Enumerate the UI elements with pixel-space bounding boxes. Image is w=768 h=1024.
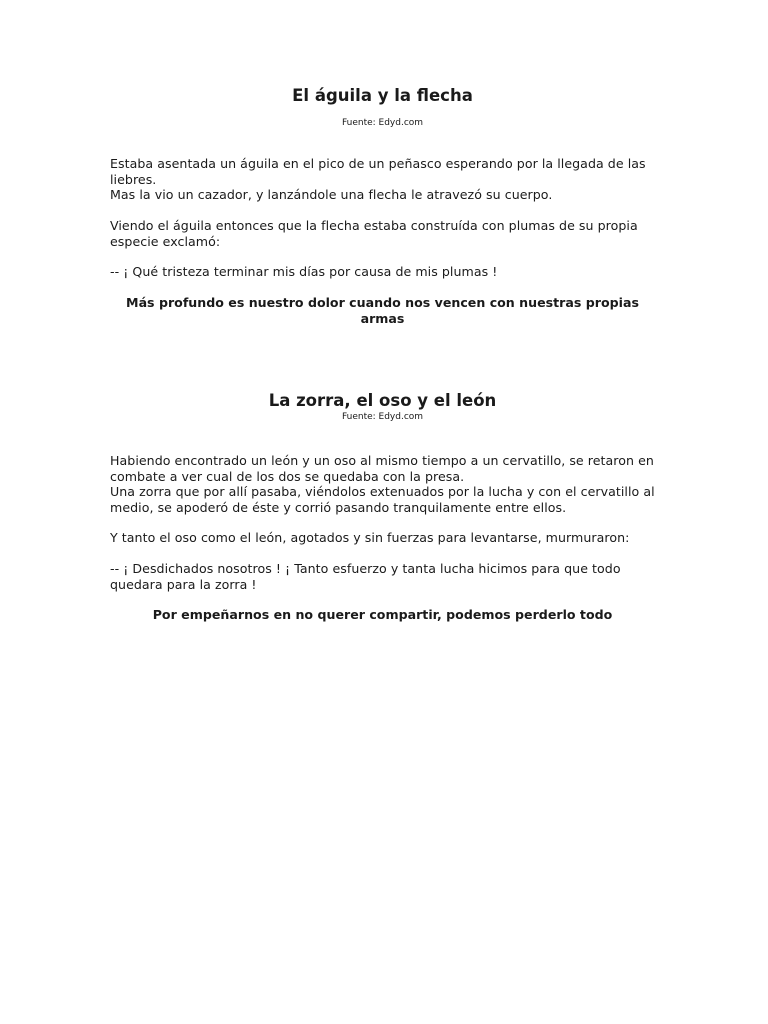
story-title: El águila y la flecha	[292, 86, 473, 105]
story-source: Fuente: Edyd.com	[341, 412, 424, 422]
story-moral: Por empeñarnos en no querer compartir, podemos perderlo todo	[152, 607, 613, 622]
story-paragraph: Habiendo encontrado un león y un oso al mismo tiempo a un cervatillo, se retaron en combate a ver cual de los dos se quedaba con la presa.	[110, 453, 654, 484]
story-paragraph: -- ¡ Desdichados nosotros ! ¡ Tanto esfuerzo y tanta lucha hicimos para que todo quedara para la zorra !	[110, 561, 621, 592]
story-source: Fuente: Edyd.com	[341, 118, 424, 128]
story-paragraph: Estaba asentada un águila en el pico de un peñasco esperando por la llegada de las liebres.	[110, 156, 646, 187]
story-paragraph: Mas la vio un cazador, y lanzándole una flecha le atravezó su cuerpo.	[110, 187, 553, 202]
story-paragraph: Viendo el águila entonces que la flecha estaba construída con plumas de su propia especie exclamó:	[110, 218, 638, 249]
story-paragraph: -- ¡ Qué tristeza terminar mis días por causa de mis plumas !	[110, 264, 498, 279]
story-title: La zorra, el oso y el león	[268, 391, 497, 410]
story-moral: Más profundo es nuestro dolor cuando nos vencen con nuestras propias armas	[126, 295, 639, 326]
story-paragraph: Una zorra que por allí pasaba, viéndolos extenuados por la lucha y con el cervatillo al medio, se apoderó de éste y corrió pasando tranquilamente entre ellos.	[110, 484, 655, 515]
story-paragraph: Y tanto el oso como el león, agotados y sin fuerzas para levantarse, murmuraron:	[110, 530, 630, 545]
